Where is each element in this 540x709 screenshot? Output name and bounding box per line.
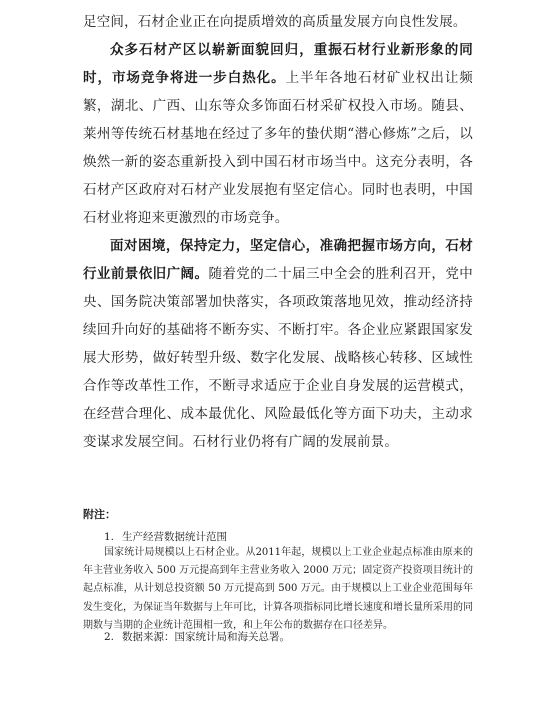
note-heading-text: 生产经营数据统计范围 <box>122 531 227 543</box>
paragraph-lead-bold: 众多石材产区以崭新面貌回归，重振石材行业新形象的同时，市场竞争将进一步白热化。 <box>83 42 473 86</box>
note-item-heading <box>104 628 290 646</box>
note-heading-text: 数据来源：国家统计局和海关总署。 <box>122 631 290 643</box>
notes-title: 附注： <box>83 508 116 521</box>
paragraph-continuation <box>83 8 473 36</box>
paragraph-outlook <box>83 232 473 456</box>
note-item-body: 国家统计局规模以上石材企业。从2011年起，规模以上工业企业起点标准由原来的年主营业务收入 500 万元提高到年主营业务收入 2000 万元；固定资产投资项目统计的起点标准，从计划总投资额 50 万元提高到 500 万元。由于规模以上工业企业范围每年发生变化，为保证当年数据与上年可比，计算各项指标同比增长速度和增长量所采用的同期数与当期的企业统计范围相一致，和上年公布的数据存在口径差异。 <box>83 547 473 631</box>
paragraph-text: 足空间，石材企业正在向提质增效的高质量发展方向良性发展。 <box>83 14 467 30</box>
paragraph-text: 上半年各地石材矿业权出让频繁，湖北、广西、山东等众多饰面石材采矿权投入市场。随县、莱州等传统石材基地在经过了多年的蛰伏期“潜心修炼”之后，以焕然一新的姿态重新投入到中国石材市场当中。这充分表明，各石材产区政府对石材产业发展抱有坚定信心。同时也表明，中国石材业将迎来更激烈的市场竞争。 <box>83 70 473 226</box>
paragraph-text: 随着党的二十届三中全会的胜利召开，党中央、国务院决策部署加快落实，各项政策落地见效，推动经济持续回升向好的基础将不断夯实、不断打牢。各企业应紧跟国家发展大形势，做好转型升级、数字化发展、战略核心转移、区域性合作等改革性工作，不断寻求适应于企业自身发展的运营模式，在经营合理化、成本最优化、风险最低化等方面下功夫，主动求变谋求发展空间。石材行业仍将有广阔的发展前景。 <box>83 266 473 450</box>
note-number: 2. <box>104 631 115 643</box>
paragraph-lead-bold: 面对困境，保持定力，坚定信心，准确把握市场方向，石材行业前景依旧广阔。 <box>83 238 473 282</box>
note-number: 1. <box>104 531 115 543</box>
paragraph-stone-regions <box>83 36 473 232</box>
